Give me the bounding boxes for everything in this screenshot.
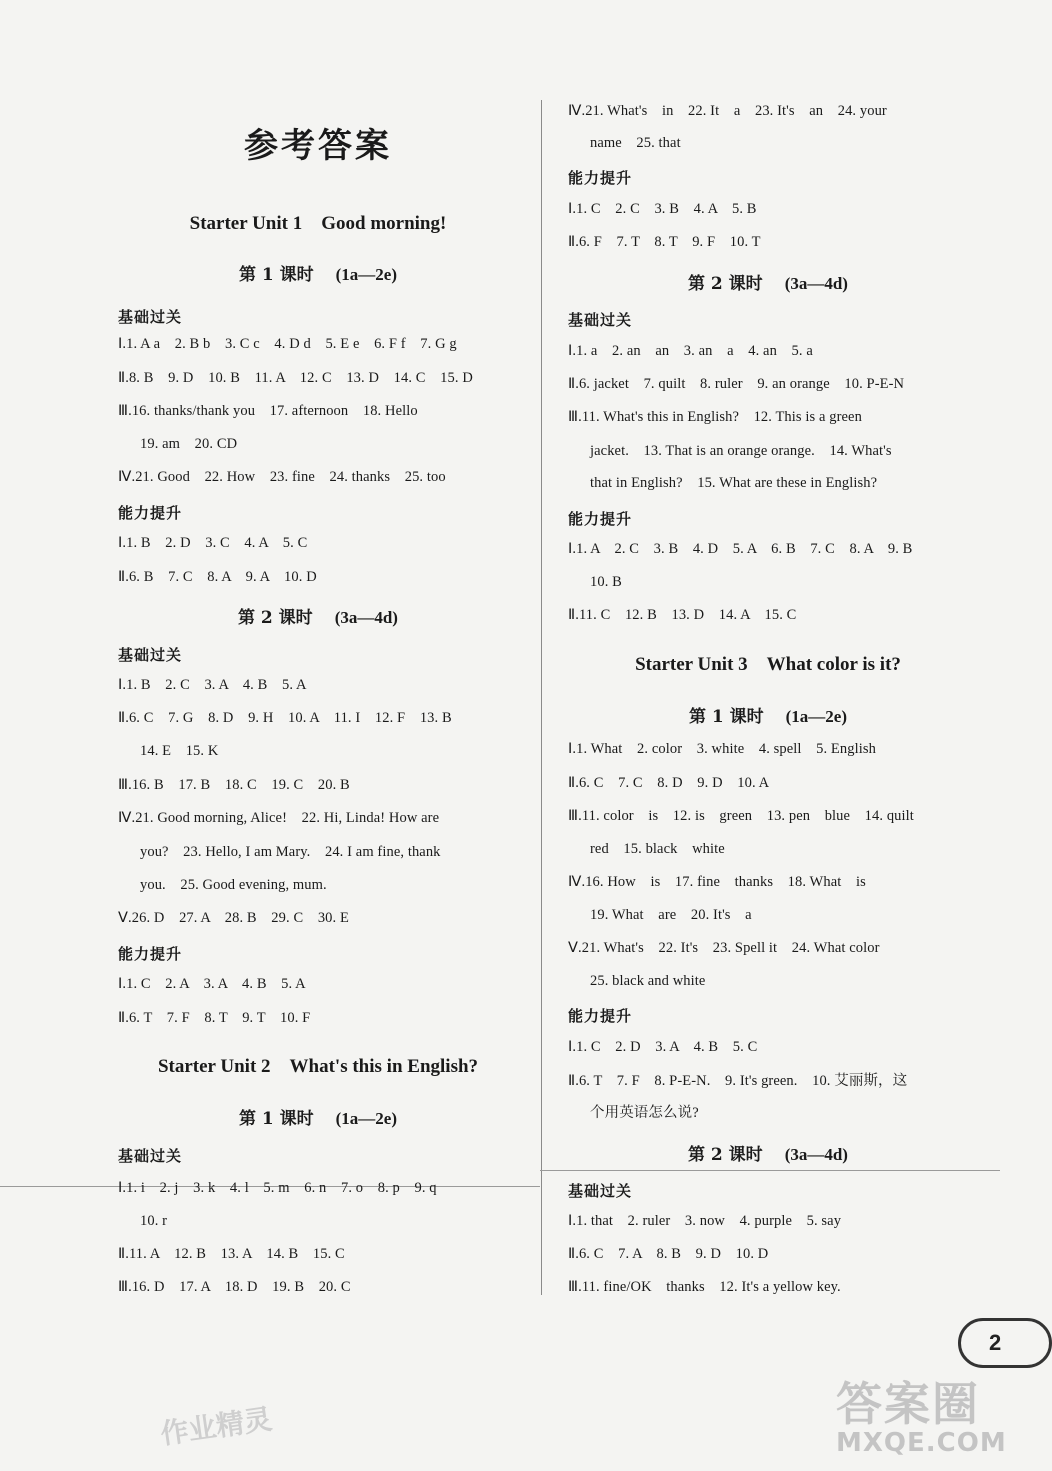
section-basic: 基础过关 <box>568 311 633 329</box>
section-ability: 能力提升 <box>568 169 633 187</box>
u2-lesson-1-heading <box>118 1104 518 1129</box>
answer-line: Ⅰ.1. that 2. ruler 3. now 4. purple 5. say <box>568 1213 842 1229</box>
answer-line: 19. What are 20. It's a <box>590 907 752 923</box>
lesson-title: 第 2 课时 <box>688 1145 763 1165</box>
u1-lesson-2-heading <box>118 603 518 628</box>
page-title: 参考答案 <box>244 126 392 166</box>
lesson-title: 第 1 课时 <box>688 707 764 727</box>
answer-line: Ⅲ.16. thanks/thank you 17. afternoon 18. Hello <box>118 403 418 419</box>
section-basic: 基础过关 <box>568 1182 633 1200</box>
answer-line: Ⅱ.6. T 7. F 8. P-E-N. 9. It's green. 10. 艾丽斯，这 <box>568 1073 908 1089</box>
answer-line: 14. E 15. K <box>140 743 219 759</box>
answer-line: Ⅴ.26. D 27. A 28. B 29. C 30. E <box>118 910 349 926</box>
lesson-range: (3a—4d) <box>784 1145 848 1164</box>
u1-lesson-1-heading <box>118 260 518 285</box>
answer-line: Ⅱ.6. T 7. F 8. T 9. T 10. F <box>118 1010 311 1026</box>
answer-line: Ⅱ.8. B 9. D 10. B 11. A 12. C 13. D 14. C 15. D <box>118 370 473 386</box>
answer-line: Ⅰ.1. C 2. A 3. A 4. B 5. A <box>118 976 306 992</box>
unit-1-heading: Starter Unit 1 Good morning! <box>189 213 447 234</box>
answer-line: Ⅳ.16. How is 17. fine thanks 18. What is <box>568 874 866 890</box>
answer-line: Ⅳ.21. Good 22. How 23. fine 24. thanks 25. too <box>118 469 446 485</box>
answer-line: Ⅰ.1. B 2. C 3. A 4. B 5. A <box>118 677 307 693</box>
column-divider <box>541 100 542 1295</box>
section-basic: 基础过关 <box>118 646 183 664</box>
lesson-range: (1a—2e) <box>335 1109 398 1128</box>
answer-line: jacket. 13. That is an orange orange. 14. What's <box>590 443 892 459</box>
unit-3-heading: Starter Unit 3 What color is it? <box>635 654 901 675</box>
answer-line: Ⅴ.21. What's 22. It's 23. Spell it 24. What color <box>568 940 880 956</box>
answer-line: 个用英语怎么说? <box>590 1105 699 1121</box>
section-basic: 基础过关 <box>118 1147 183 1165</box>
answer-line: red 15. black white <box>590 841 725 857</box>
lesson-title: 第 2 课时 <box>688 274 763 294</box>
answer-line: Ⅱ.6. F 7. T 8. T 9. F 10. T <box>568 234 761 250</box>
lesson-range: (1a—2e) <box>785 707 848 726</box>
answer-line: Ⅰ.1. C 2. D 3. A 4. B 5. C <box>568 1039 758 1055</box>
answer-line: Ⅱ.6. C 7. A 8. B 9. D 10. D <box>568 1246 769 1262</box>
answer-line: Ⅲ.11. fine/OK thanks 12. It's a yellow key. <box>568 1279 841 1295</box>
u2-lesson-2-heading <box>568 269 968 294</box>
answer-line: Ⅲ.16. B 17. B 18. C 19. C 20. B <box>118 777 350 793</box>
section-ability: 能力提升 <box>118 945 183 963</box>
answer-line: 10. r <box>140 1213 168 1229</box>
logo-watermark: 答案圈 <box>836 1377 980 1431</box>
section-ability: 能力提升 <box>118 504 183 522</box>
answer-line: Ⅰ.1. B 2. D 3. C 4. A 5. C <box>118 535 308 551</box>
answer-line: you. 25. Good evening, mum. <box>140 877 327 893</box>
answer-line: Ⅰ.1. What 2. color 3. white 4. spell 5. English <box>568 741 876 757</box>
section-ability: 能力提升 <box>568 510 633 528</box>
answer-line: Ⅱ.11. C 12. B 13. D 14. A 15. C <box>568 607 797 623</box>
answer-line: Ⅰ.1. A 2. C 3. B 4. D 5. A 6. B 7. C 8. A 9. B <box>568 541 913 557</box>
lesson-range: (3a—4d) <box>334 608 398 627</box>
answer-line: that in English? 15. What are these in English? <box>590 475 878 491</box>
faint-stamp-watermark: 作业精灵 <box>158 1402 274 1451</box>
answer-line: 19. am 20. CD <box>140 436 238 452</box>
answer-line: Ⅰ.1. C 2. C 3. B 4. A 5. B <box>568 201 757 217</box>
right-bottom-rule <box>540 1170 1000 1171</box>
answer-line: Ⅳ.21. Good morning, Alice! 22. Hi, Linda! How are <box>118 810 440 826</box>
u3-lesson-2-heading <box>568 1140 968 1165</box>
answer-line: Ⅱ.6. C 7. C 8. D 9. D 10. A <box>568 775 770 791</box>
answer-line: Ⅲ.11. color is 12. is green 13. pen blue 14. quilt <box>568 808 914 824</box>
answer-line: Ⅱ.11. A 12. B 13. A 14. B 15. C <box>118 1246 345 1262</box>
section-basic: 基础过关 <box>118 308 183 326</box>
answer-line: name 25. that <box>590 135 681 151</box>
answer-line: Ⅰ.1. a 2. an an 3. an a 4. an 5. a <box>568 343 813 359</box>
answer-line: Ⅲ.11. What's this in English? 12. This is a green <box>568 409 862 425</box>
lesson-title: 第 1 课时 <box>238 265 314 285</box>
section-ability: 能力提升 <box>568 1007 633 1025</box>
answer-line: 10. B <box>590 574 622 590</box>
answer-line: Ⅰ.1. i 2. j 3. k 4. l 5. m 6. n 7. o 8. p 9. q <box>118 1180 437 1196</box>
lesson-title: 第 2 课时 <box>238 608 313 628</box>
page-number-badge: 2 <box>958 1318 1052 1368</box>
answer-line: Ⅳ.21. What's in 22. It a 23. It's an 24. your <box>568 103 887 119</box>
answer-line: Ⅱ.6. C 7. G 8. D 9. H 10. A 11. I 12. F 13. B <box>118 710 452 726</box>
answer-line: Ⅰ.1. A a 2. B b 3. C c 4. D d 5. E e 6. F f 7. G g <box>118 336 457 352</box>
url-watermark: MXQE.COM <box>836 1428 1007 1458</box>
answer-line: Ⅱ.6. B 7. C 8. A 9. A 10. D <box>118 569 317 585</box>
lesson-range: (3a—4d) <box>784 274 848 293</box>
answer-line: Ⅲ.16. D 17. A 18. D 19. B 20. C <box>118 1279 351 1295</box>
lesson-range: (1a—2e) <box>335 265 398 284</box>
answer-line: 25. black and white <box>590 973 706 989</box>
answer-line: Ⅱ.6. jacket 7. quilt 8. ruler 9. an orange 10. P-E-N <box>568 376 905 392</box>
unit-2-heading: Starter Unit 2 What's this in English? <box>157 1056 479 1077</box>
answer-line: you? 23. Hello, I am Mary. 24. I am fine, thank <box>140 844 441 860</box>
lesson-title: 第 1 课时 <box>238 1109 314 1129</box>
u3-lesson-1-heading <box>568 702 968 727</box>
